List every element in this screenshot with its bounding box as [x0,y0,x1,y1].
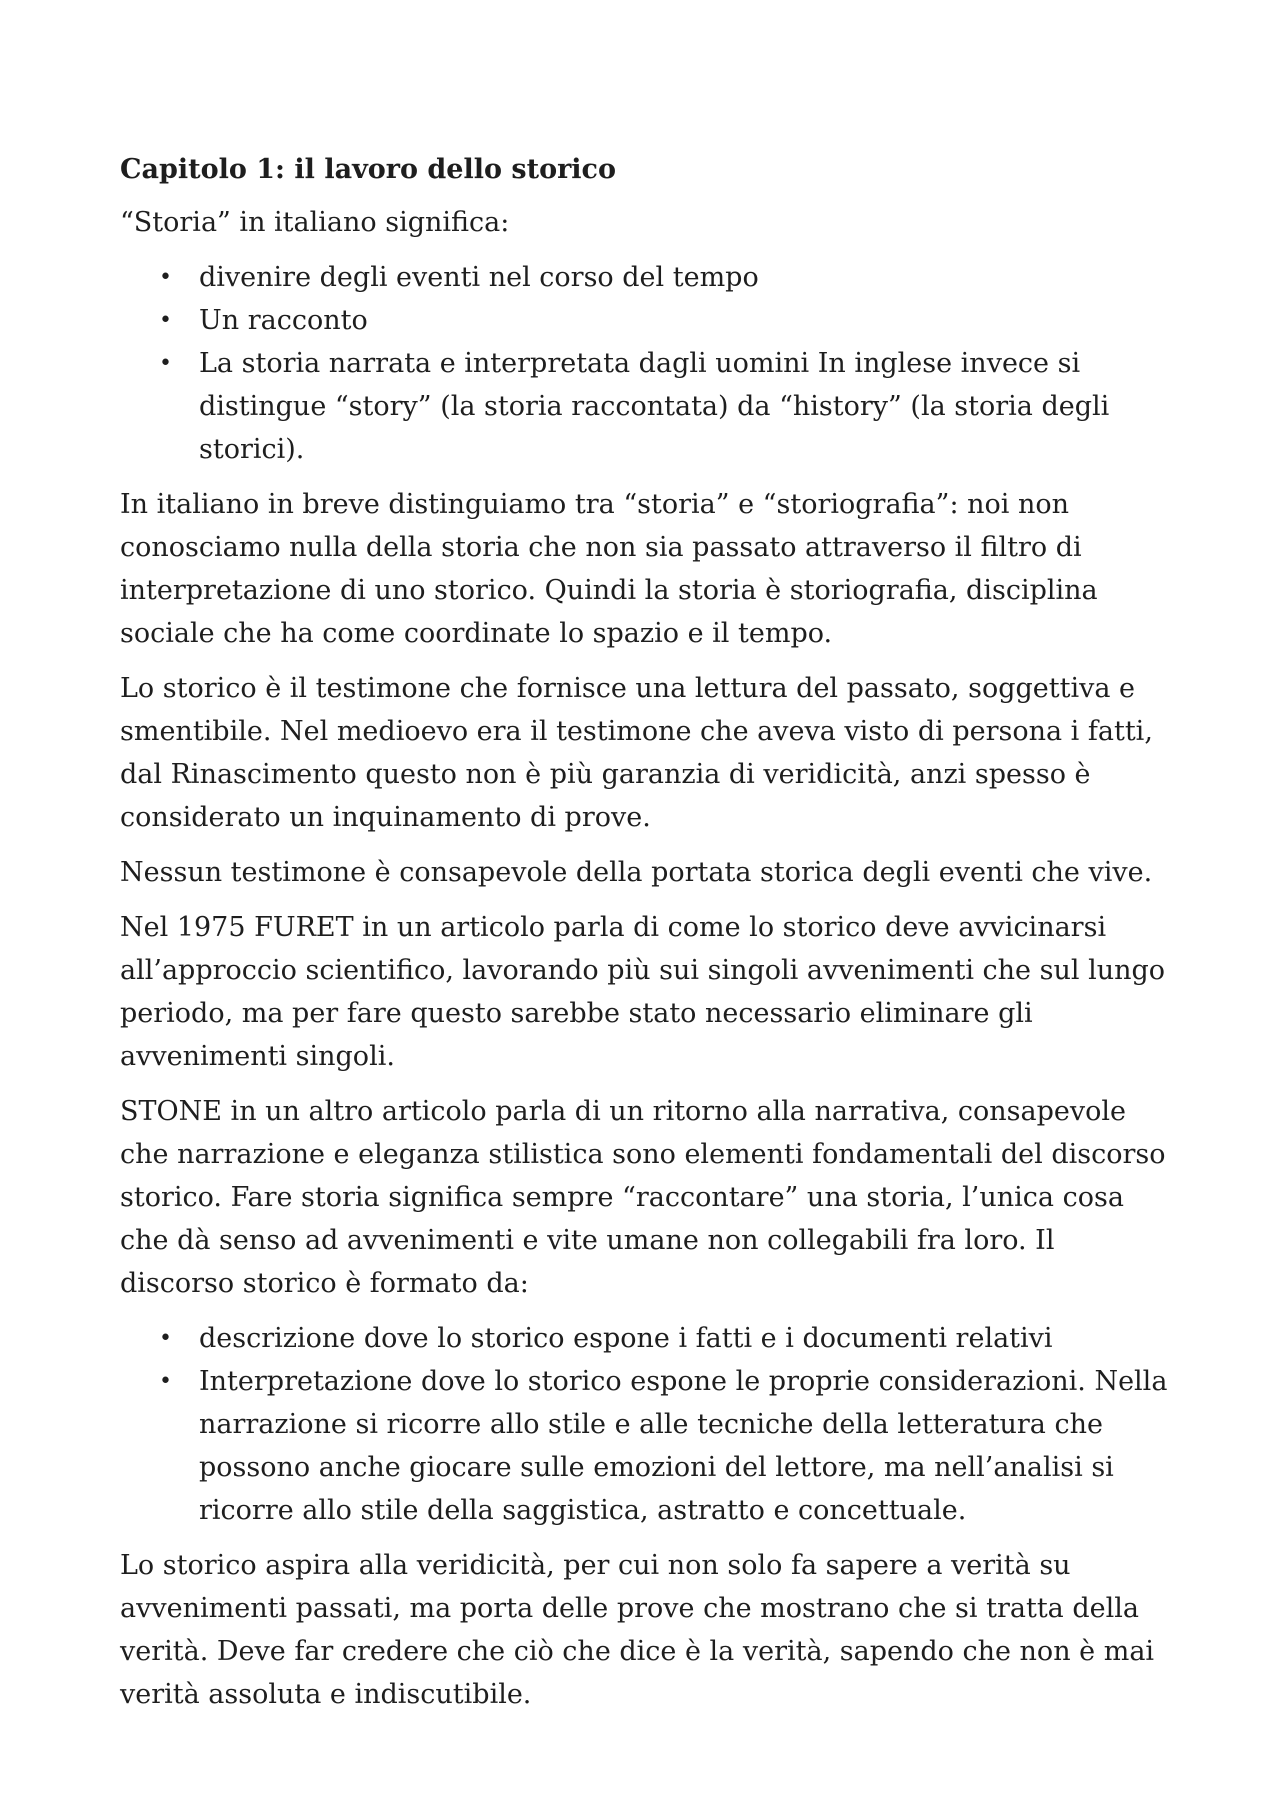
paragraph-portata-storica: Nessun testimone è consapevole della portata storica degli eventi che vive. [120,857,1153,888]
bullet-icon: • [159,265,172,290]
list-item [120,342,1170,471]
definition-list [120,256,1170,471]
list-item [120,1317,1170,1360]
list-item-text: divenire degli eventi nel corso del tempo [199,262,759,293]
list-item-text: Un racconto [199,305,368,336]
list-item [120,256,1170,299]
list-item-text: La storia narrata e interpretata dagli uomini In inglese invece si distingue “story” (la storia raccontata) da “history” (la storia degli storici). [199,348,1110,465]
list-item [120,1360,1170,1532]
document-body [120,148,1170,1728]
paragraph-stone: STONE in un altro articolo parla di un ritorno alla narrativa, consapevole che narrazione e eleganza stilistica sono elementi fondamentali del discorso storico. Fare storia significa sempre “raccontare” una storia, l’unica cosa che dà senso ad avvenimenti e vite umane non collegabili fra loro. Il discorso storico è formato da: [120,1096,1166,1299]
paragraph-testimone: Lo storico è il testimone che fornisce una lettura del passato, soggettiva e smentibile. Nel medioevo era il testimone che aveva visto di persona i fatti, dal Rinascimento questo non è più garanzia di veridicità, anzi spesso è considerato un inquinamento di prove. [120,673,1153,833]
bullet-icon: • [159,308,172,333]
discourse-components-list [120,1317,1170,1532]
list-item [120,299,1170,342]
intro-paragraph: “Storia” in italiano significa: [120,207,510,238]
bullet-icon: • [159,1369,172,1394]
paragraph-veridicita: Lo storico aspira alla veridicità, per cui non solo fa sapere a verità su avvenimenti passati, ma porta delle prove che mostrano che si tratta della verità. Deve far credere che ciò che dice è la verità, sapendo che non è mai verità assoluta e indiscutibile. [120,1550,1155,1710]
bullet-icon: • [159,351,172,376]
paragraph-furet: Nel 1975 FURET in un articolo parla di come lo storico deve avvicinarsi all’approccio scientifico, lavorando più sui singoli avvenimenti che sul lungo periodo, ma per fare questo sarebbe stato necessario eliminare gli avvenimenti singoli. [120,912,1166,1072]
bullet-icon: • [159,1326,172,1351]
chapter-title: Capitolo 1: il lavoro dello storico [120,154,617,185]
list-item-text: descrizione dove lo storico espone i fatti e i documenti relativi [199,1323,1053,1354]
paragraph-storiografia: In italiano in breve distinguiamo tra “storia” e “storiografia”: noi non conosciamo nulla della storia che non sia passato attraverso il filtro di interpretazione di uno storico. Quindi la storia è storiografia, disciplina sociale che ha come coordinate lo spazio e il tempo. [120,489,1098,649]
list-item-text: Interpretazione dove lo storico espone le proprie considerazioni. Nella narrazione si ricorre allo stile e alle tecniche della letteratura che possono anche giocare sulle emozioni del lettore, ma nell’analisi si ricorre allo stile della saggistica, astratto e concettuale. [199,1366,1168,1526]
